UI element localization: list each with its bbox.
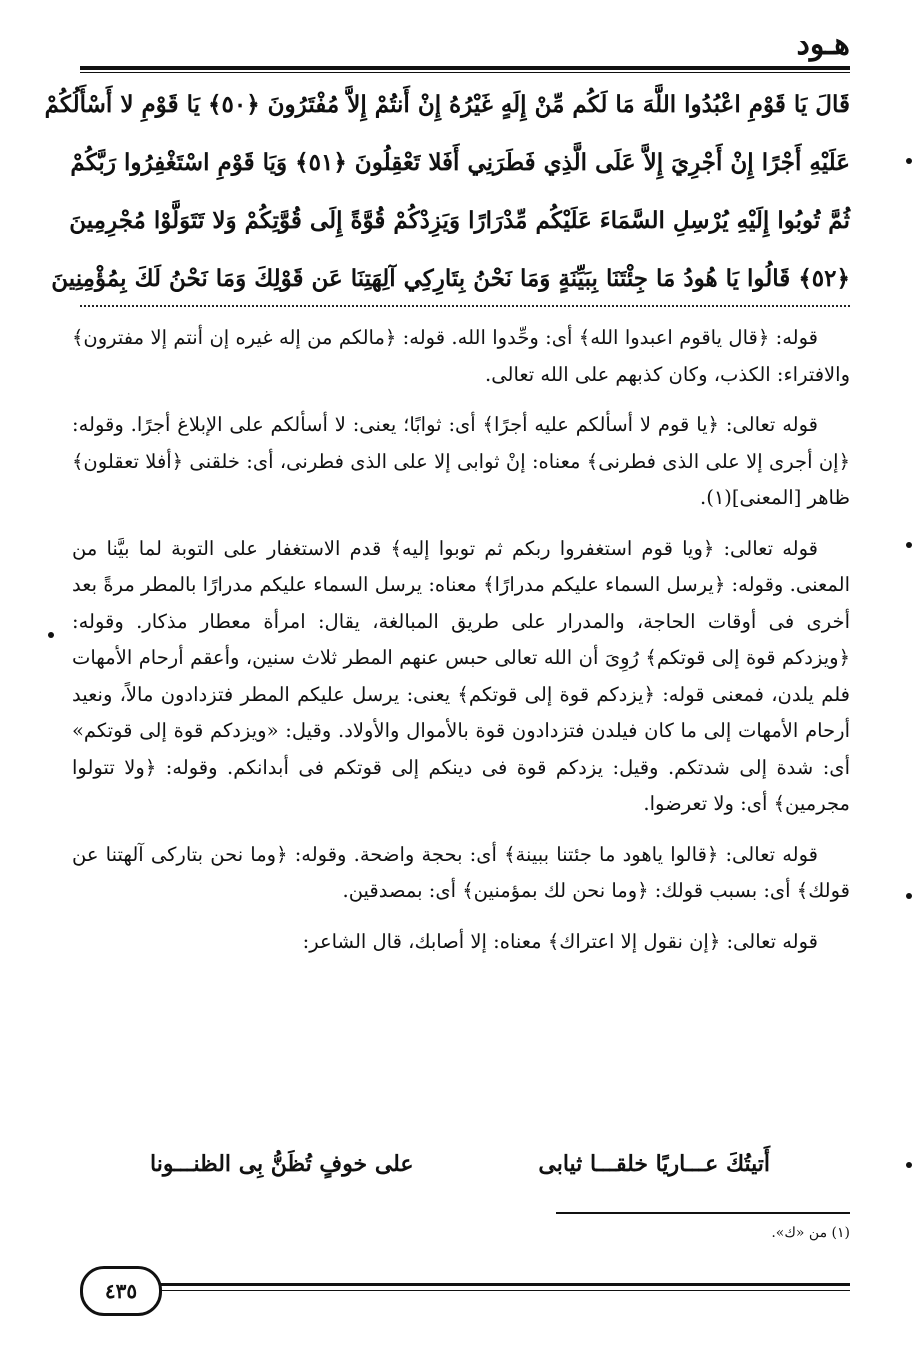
commentary-paragraph: قوله: ﴿قال ياقوم اعبدوا الله﴾ أى: وحِّدوا الله. قوله: ﴿مالكم من إله غيره إن أنتم إلا مفترون﴾ والافتراء: الكذب، وكان كذبهم على الله تعالى. [72, 326, 850, 386]
surah-title: هـود [796, 27, 850, 62]
margin-mark [906, 1162, 912, 1168]
footnote-rule [556, 1212, 850, 1214]
page-number: ٤٣٥ [80, 1266, 162, 1316]
commentary-paragraph: قوله تعالى: ﴿يا قوم لا أسألكم عليه أجرًا﴾ أى: ثوابًا؛ يعنى: لا أسألكم على الإبلاغ أجرًا. وقوله: ﴿إن أجرى إلا على الذى فطرنى﴾ معناه: إنْ ثوابى إلا على الذى فطرنى، أى: خلقنى ﴿أفلا تعقلون﴾ ظاهر [المعنى](١). [72, 413, 850, 509]
commentary-paragraph: قوله تعالى: ﴿قالوا ياهود ما جئتنا ببينة﴾ أى: بحجة واضحة. وقوله: ﴿وما نحن بتاركى آلهتنا عن قولك﴾ أى: بسبب قولك: ﴿وما نحن لك بمؤمنين﴾ أى: بمصدقين. [72, 842, 850, 902]
verse-line: ثُمَّ تُوبُوا إِلَيْهِ يُرْسِلِ السَّمَاءَ عَلَيْكُم مِّدْرَارًا وَيَزِدْكُمْ قُوَّةً إِلَى قُوَّتِكُمْ وَلا تَتَوَلَّوْا مُجْرِمِينَ [69, 207, 850, 234]
margin-mark [906, 893, 912, 899]
verse-line: قَالَ يَا قَوْمِ اعْبُدُوا اللَّهَ مَا لَكُم مِّنْ إِلَهٍ غَيْرُهُ إِنْ أَنتُمْ إِلاَّ مُفْتَرُونَ ﴿٥٠﴾ يَا قَوْمِ لا أَسْأَلُكُمْ [44, 91, 850, 118]
footnote: (١) من «ك». [771, 1225, 850, 1241]
margin-mark [48, 632, 54, 638]
poetry-hemistich-second: على خوفٍ تُظَنُّ بِى الظنـــونا [150, 1151, 414, 1177]
margin-mark [906, 542, 912, 548]
commentary-block [72, 320, 850, 974]
footer-rule-thin [150, 1290, 850, 1291]
commentary-paragraph: قوله تعالى: ﴿ويا قوم استغفروا ربكم ثم توبوا إليه﴾ قدم الاستغفار على التوبة لما بيَّنا من المعنى. وقوله: ﴿يرسل السماء عليكم مدرارًا﴾ معناه: يرسل السماء عليكم مدرارًا بالمطر مرةً بعد أخرى فى أوقات الحاجة، والمدرار على طريق المبالغة، يقال: امرأة معطار مذكار. وقوله: ﴿ويزدكم قوة إلى قوتكم﴾ رُوِىَ أن الله تعالى حبس عنهم المطر ثلاث سنين، وأعقم أرحام الأمهات فلم يلدن، فمعنى قوله: ﴿يزدكم قوة إلى قوتكم﴾ يعنى: يرسل عليكم المطر فتزدادون مالاً، ونعيد أرحام الأمهات إلى ما كان فيلدن فتزدادون قوة بالأموال والأولاد. وقيل: «ويزدكم قوة إلى قوتكم» أى: شدة إلى شدتكم. وقيل: يزدكم قوة فى دينكم إلى قوتكم فى أبدانكم. وقوله: ﴿ولا تتولوا مجرمين﴾ أى: ولا تعرضوا. [72, 536, 850, 815]
footer-rule-thick [150, 1283, 850, 1286]
header-rule-thick [80, 66, 850, 70]
verses-divider [80, 305, 850, 307]
verse-line: ﴿٥٢﴾ قَالُوا يَا هُودُ مَا جِئْتَنَا بِبَيِّنَةٍ وَمَا نَحْنُ بِتَارِكِي آلِهَتِنَا عَن قَوْلِكَ وَمَا نَحْنُ لَكَ بِمُؤْمِنِينَ [51, 265, 850, 292]
quran-verses-block [44, 76, 850, 308]
poetry-hemistich-first: أَتيتُكَ عـــاريًا خلقـــا ثيابى [538, 1151, 770, 1177]
header-rule-thin [80, 72, 850, 73]
margin-mark [906, 158, 912, 164]
commentary-paragraph: قوله تعالى: ﴿إن نقول إلا اعتراك﴾ معناه: إلا أصابك، قال الشاعر: [302, 929, 818, 953]
verse-line: عَلَيْهِ أَجْرًا إِنْ أَجْرِيَ إِلاَّ عَلَى الَّذِي فَطَرَنِي أَفَلا تَعْقِلُونَ ﴿٥١﴾ وَيَا قَوْمِ اسْتَغْفِرُوا رَبَّكُمْ [70, 149, 850, 176]
